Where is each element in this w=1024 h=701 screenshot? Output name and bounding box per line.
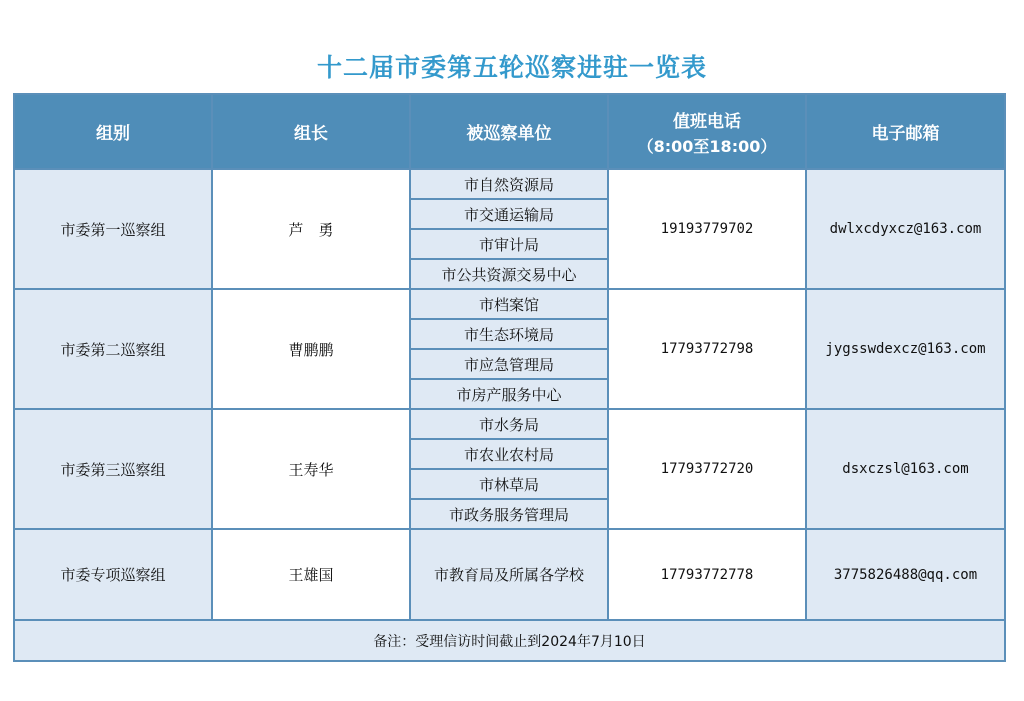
inspected-unit: 市房产服务中心 — [410, 379, 608, 409]
duty-phone: 17793772720 — [608, 409, 806, 529]
leader-name: 曹鹏鹏 — [212, 289, 410, 409]
header-leader-label: 组长 — [294, 124, 328, 144]
leader-name: 王寿华 — [212, 409, 410, 529]
group-name: 市委第二巡察组 — [14, 289, 212, 409]
header-email-label: 电子邮箱 — [871, 124, 940, 144]
inspected-unit: 市档案馆 — [410, 289, 608, 319]
duty-phone: 17793772798 — [608, 289, 806, 409]
header-phone-hours: （8:00至18:00） — [637, 136, 777, 156]
group-name: 市委专项巡察组 — [14, 529, 212, 620]
footnote: 备注：受理信访时间截止到2024年7月10日 — [14, 620, 1005, 661]
header-units-label: 被巡察单位 — [466, 124, 552, 144]
leader-name: 芦 勇 — [212, 169, 410, 289]
table-row — [14, 409, 1005, 439]
header-email — [806, 94, 1005, 169]
inspected-unit: 市林草局 — [410, 469, 608, 499]
table-header-row — [14, 94, 1005, 169]
inspected-unit: 市交通运输局 — [410, 199, 608, 229]
inspected-unit: 市自然资源局 — [410, 169, 608, 199]
email-address: dwlxcdyxcz@163.com — [806, 169, 1005, 289]
inspected-unit: 市公共资源交易中心 — [410, 259, 608, 289]
header-leader — [212, 94, 410, 169]
inspected-unit: 市应急管理局 — [410, 349, 608, 379]
email-address: jygsswdexcz@163.com — [806, 289, 1005, 409]
leader-name: 王雄国 — [212, 529, 410, 620]
inspected-unit: 市农业农村局 — [410, 439, 608, 469]
inspection-table — [13, 93, 1006, 662]
inspected-unit: 市教育局及所属各学校 — [410, 529, 608, 620]
table-row — [14, 169, 1005, 199]
inspected-unit: 市审计局 — [410, 229, 608, 259]
group-name: 市委第一巡察组 — [14, 169, 212, 289]
inspected-unit: 市生态环境局 — [410, 319, 608, 349]
header-group — [14, 94, 212, 169]
duty-phone: 17793772778 — [608, 529, 806, 620]
group-name: 市委第三巡察组 — [14, 409, 212, 529]
duty-phone: 19193779702 — [608, 169, 806, 289]
note-row — [14, 620, 1005, 661]
header-group-label: 组别 — [96, 124, 130, 144]
table-row — [14, 529, 1005, 620]
email-address: 3775826488@qq.com — [806, 529, 1005, 620]
table-row — [14, 289, 1005, 319]
inspected-unit: 市水务局 — [410, 409, 608, 439]
header-phone-label: 值班电话 — [673, 111, 741, 132]
email-address: dsxczsl@163.com — [806, 409, 1005, 529]
inspected-unit: 市政务服务管理局 — [410, 499, 608, 529]
header-units — [410, 94, 608, 169]
header-phone — [608, 94, 806, 169]
page-title: 十二届市委第五轮巡察进驻一览表 — [316, 53, 707, 82]
